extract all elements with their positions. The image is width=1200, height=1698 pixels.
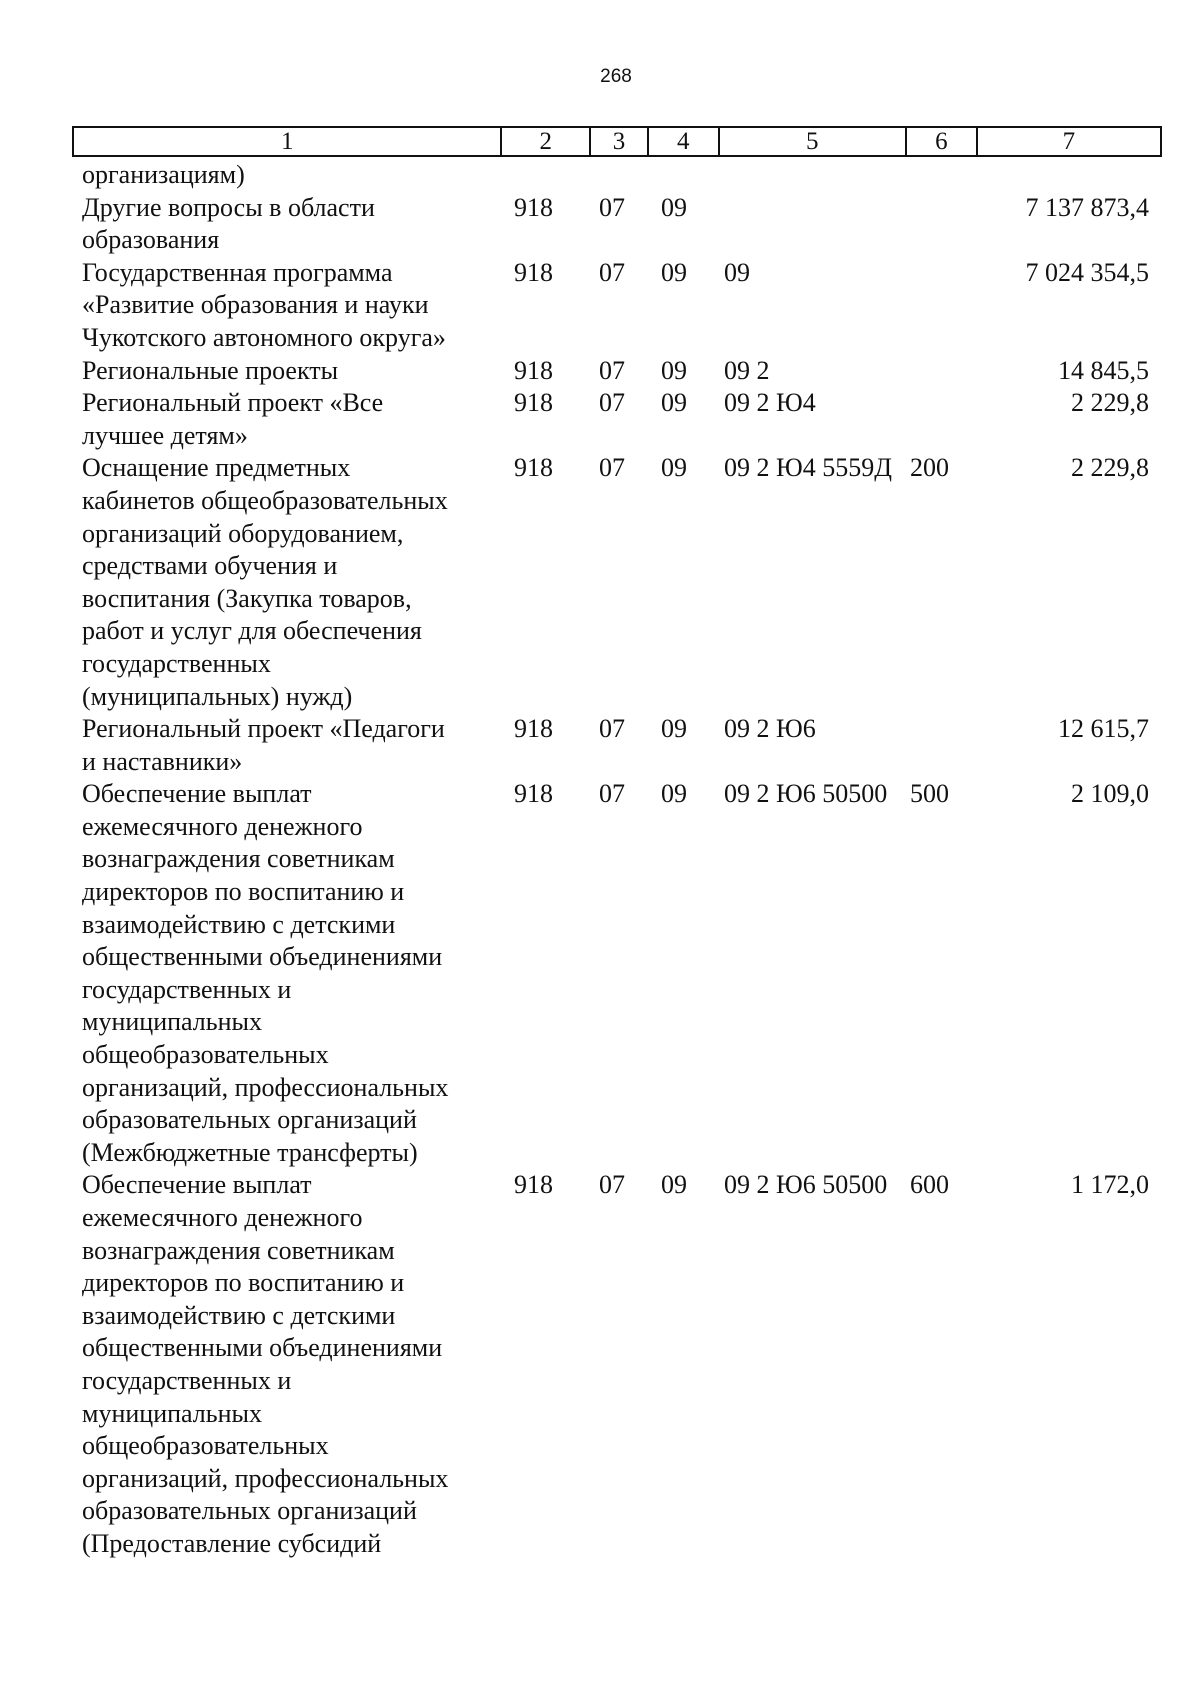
row-expense-type: 600 bbox=[910, 1170, 949, 1200]
row-expense-type bbox=[906, 257, 977, 355]
row-ministry-code: 918 bbox=[514, 453, 553, 483]
row-section: 07 bbox=[599, 1170, 625, 1200]
row-name: Обеспечение выплат ежемесячного денежного вознаграждения советникам директоров по воспитанию и взаимодействию с детскими общественными объединениями государственных и муниципальных общеобразовательных организаций, профессиональных образовательных организаций (Предоставление субсидий bbox=[82, 1170, 449, 1558]
row-subsection: 09 bbox=[661, 453, 687, 483]
row-ministry-code: 918 bbox=[514, 388, 553, 418]
header-cell-col-5: 5 bbox=[718, 128, 905, 155]
row-amount: 2 109,0 bbox=[1071, 779, 1149, 809]
row-subsection: 09 bbox=[661, 714, 687, 744]
header-cell-col-4: 4 bbox=[647, 128, 718, 155]
row-section: 07 bbox=[599, 192, 625, 222]
row-amount: 1 172,0 bbox=[1071, 1170, 1149, 1200]
row-section: 07 bbox=[599, 257, 625, 287]
row-name: Региональный проект «Педагоги и наставники» bbox=[82, 714, 445, 776]
row-amount: 14 845,5 bbox=[1058, 355, 1149, 385]
row-section: 07 bbox=[599, 355, 625, 385]
table-row bbox=[72, 355, 1162, 388]
row-expense-type: 200 bbox=[910, 453, 949, 483]
row-ministry-code: 918 bbox=[514, 257, 553, 287]
table-row bbox=[72, 778, 1162, 1169]
row-name: Другие вопросы в области образования bbox=[82, 192, 375, 255]
row-expense-type bbox=[906, 713, 977, 778]
table-row bbox=[72, 387, 1162, 452]
row-name: организациям) bbox=[82, 160, 245, 189]
row-target-article: 09 bbox=[724, 257, 750, 287]
row-expense-type bbox=[906, 387, 977, 452]
table-header-row bbox=[72, 126, 1162, 157]
table-row bbox=[72, 1169, 1162, 1560]
row-name: Государственная программа «Развитие образования и науки Чукотского автономного округа» bbox=[82, 257, 446, 352]
row-subsection bbox=[647, 159, 718, 192]
table-row bbox=[72, 257, 1162, 355]
row-target-article: 09 2 Ю4 5559Д bbox=[724, 453, 892, 483]
row-name: Региональный проект «Все лучшее детям» bbox=[82, 388, 384, 450]
table-row bbox=[72, 452, 1162, 713]
row-section: 07 bbox=[599, 714, 625, 744]
row-amount: 2 229,8 bbox=[1071, 453, 1149, 483]
row-name: Обеспечение выплат ежемесячного денежного вознаграждения советникам директоров по воспитанию и взаимодействию с детскими общественными объединениями государственных и муниципальных общеобразовательных организаций, профессиональных образовательных организаций (Межбюджетные трансферты) bbox=[82, 779, 449, 1167]
row-ministry-code: 918 bbox=[514, 192, 553, 222]
row-target-article bbox=[718, 192, 906, 257]
row-subsection: 09 bbox=[661, 1170, 687, 1200]
row-amount: 2 229,8 bbox=[1071, 388, 1149, 418]
table-row bbox=[72, 159, 1162, 192]
row-expense-type bbox=[906, 159, 977, 192]
row-amount bbox=[977, 159, 1162, 192]
row-amount: 7 024 354,5 bbox=[1025, 257, 1149, 287]
header-cell-col-1: 1 bbox=[280, 128, 294, 155]
row-section: 07 bbox=[599, 779, 625, 809]
page-number: 268 bbox=[600, 66, 632, 87]
row-section: 07 bbox=[599, 453, 625, 483]
row-amount: 12 615,7 bbox=[1058, 714, 1149, 744]
table-body bbox=[72, 159, 1162, 1561]
row-target-article: 09 2 Ю6 50500 bbox=[724, 779, 888, 809]
row-subsection: 09 bbox=[661, 192, 687, 222]
row-subsection: 09 bbox=[661, 779, 687, 809]
row-ministry-code bbox=[502, 159, 589, 192]
row-subsection: 09 bbox=[661, 355, 687, 385]
row-section: 07 bbox=[599, 388, 625, 418]
row-target-article bbox=[718, 159, 906, 192]
row-expense-type: 500 bbox=[910, 779, 949, 809]
row-ministry-code: 918 bbox=[514, 714, 553, 744]
row-target-article: 09 2 Ю6 bbox=[724, 714, 816, 744]
row-ministry-code: 918 bbox=[514, 779, 553, 809]
row-ministry-code: 918 bbox=[514, 1170, 553, 1200]
row-expense-type bbox=[906, 355, 977, 388]
row-target-article: 09 2 Ю4 bbox=[724, 388, 816, 418]
header-cell-col-6: 6 bbox=[905, 128, 976, 155]
budget-table bbox=[72, 126, 1162, 1561]
row-expense-type bbox=[906, 192, 977, 257]
row-section bbox=[589, 159, 647, 192]
row-subsection: 09 bbox=[661, 388, 687, 418]
table-row bbox=[72, 192, 1162, 257]
row-name: Оснащение предметных кабинетов общеобразовательных организаций оборудованием, средствами обучения и воспитания (Закупка товаров, работ и услуг для обеспечения государственных (муниципальных) нужд) bbox=[82, 453, 448, 711]
row-name: Региональные проекты bbox=[82, 355, 339, 385]
row-subsection: 09 bbox=[661, 257, 687, 287]
header-cell-col-3: 3 bbox=[589, 128, 647, 155]
row-ministry-code: 918 bbox=[514, 355, 553, 385]
table-row bbox=[72, 713, 1162, 778]
row-target-article: 09 2 bbox=[724, 355, 770, 385]
header-cell-col-2: 2 bbox=[500, 128, 589, 155]
row-target-article: 09 2 Ю6 50500 bbox=[724, 1170, 888, 1200]
header-cell-col-7: 7 bbox=[976, 128, 1160, 155]
row-amount: 7 137 873,4 bbox=[1025, 192, 1149, 222]
